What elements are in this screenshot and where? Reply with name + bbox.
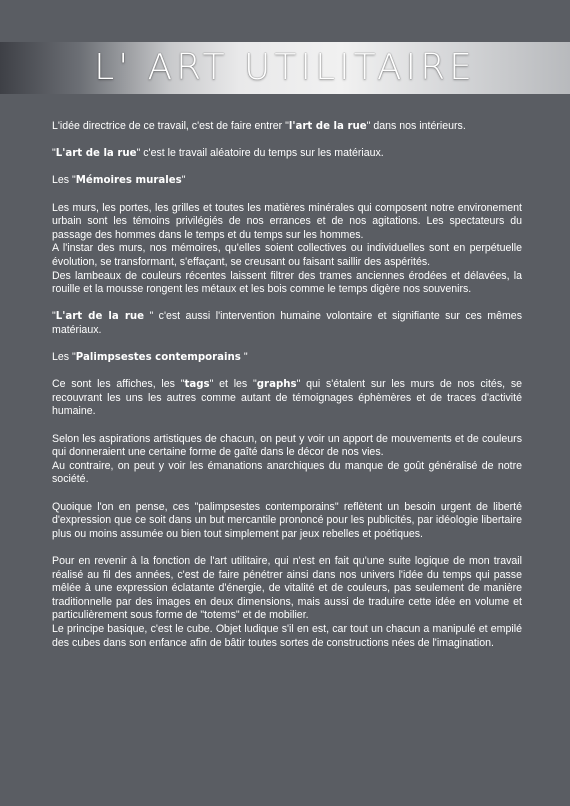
text-run: " qui s'étalent sur les murs de nos cités, se recouvrant les uns les autres comme autant de témoignages éphèmères et de traces d'activité humaine.: [52, 378, 523, 418]
paragraph-fonction: [52, 555, 522, 650]
text-run: " c'est aussi l'intervention humaine volontaire et signifiante sur ces mêmes matériaux.: [52, 310, 522, 336]
paragraph-quoique: Quoique l'on en pense, ces "palimpsestes contemporains" reflètent un besoin urgent de liberté d'expression que ce soit dans un but mercantile prononcé pour les publicités, par idéologie libertaire plus ou moins assumée ou bien tout simplement par jeux rebelles et poétiques.: [52, 500, 522, 540]
text-run: Les ": [52, 174, 76, 187]
emphasis-text: Mémoires murales: [75, 175, 182, 187]
text-run: ": [181, 174, 186, 187]
emphasis-text: graphs: [256, 379, 297, 391]
text-run: " dans nos intérieurs.: [366, 120, 466, 132]
emphasis-text: L'art de la rue: [55, 311, 145, 323]
text-run: Le principe basique, c'est le cube. Objet ludique s'il en est, car tout un chacun a manipulé et empilé des cubes dans son enfance afin de bâtir toutes sortes de constructions nées de l'imagination.: [52, 622, 522, 649]
text-run: L'idée directrice de ce travail, c'est de faire entrer ": [52, 120, 289, 132]
text-run: ": [52, 310, 56, 323]
text-run: Ce sont les affiches, les ": [52, 378, 185, 391]
text-run: " c'est le travail aléatoire du temps sur les matériaux.: [136, 147, 384, 160]
page-title: L' ART UTILITAIRE: [94, 47, 476, 88]
paragraph-intervention: [52, 310, 522, 337]
emphasis-text: l'art de la rue: [288, 121, 367, 132]
text-run: Pour en revenir à la fonction de l'art utilitaire, qui n'est en fait qu'une suite logique de mon travail réalisé au fil des années, c'est de faire pénétrer ainsi dans nos univers l'idée du temps qui passe mêlée à une expression éclatante d'énergie, de vitalité et de couleurs, pas seulement de manière traditionnelle par des images en deux dimensions, mais aussi de traduire cette idée en volume et particulièrement sous forme de "totems" et de mobilier.: [52, 555, 522, 622]
text-run: Au contraire, on peut y voir les émanations anarchiques du manque de goût généralisé de notre société.: [52, 459, 522, 486]
text-run: Des lambeaux de couleurs récentes laissent filtrer des trames anciennes érodées et délavées, la rouille et la mousse rongent les métaux et les bois comme le temps digère nos souvenirs.: [52, 269, 522, 296]
article-body: [52, 120, 522, 664]
emphasis-text: L'art de la rue: [55, 148, 137, 160]
section-heading-palimpsestes: [52, 351, 522, 365]
paragraph-affiches: [52, 378, 522, 419]
emphasis-text: tags: [184, 379, 210, 391]
text-run: " et les ": [209, 378, 257, 391]
emphasis-text: Palimpsestes contemporains: [75, 352, 241, 364]
text-run: ": [240, 351, 248, 364]
text-run: ": [52, 147, 56, 160]
paragraph-aspirations: [52, 433, 522, 487]
text-run: Selon les aspirations artistiques de chacun, on peut y voir un apport de mouvements et de couleurs qui donneraient une certaine forme de gaîté dans le décor de nos vies.: [52, 432, 522, 459]
text-run: Les murs, les portes, les grilles et toutes les matières minérales qui composent notre environement urbain sont les témoins privilégiés de nos errances et de nos agitations. Les spectateurs du passage des hommes dans le temps et du temps sur les hommes.: [52, 201, 522, 241]
text-run: Les ": [52, 351, 76, 364]
paragraph-murs: [52, 202, 522, 297]
paragraph-art-de-la-rue: [52, 147, 522, 161]
section-heading-memoires: [52, 174, 522, 188]
paragraph-intro: [52, 120, 522, 134]
text-run: A l'instar des murs, nos mémoires, qu'elles soient collectives ou individuelles sont en perpétuelle évolution, se transformant, s'effaçant, se creusant ou faisant saillir des aspérités.: [52, 242, 522, 268]
